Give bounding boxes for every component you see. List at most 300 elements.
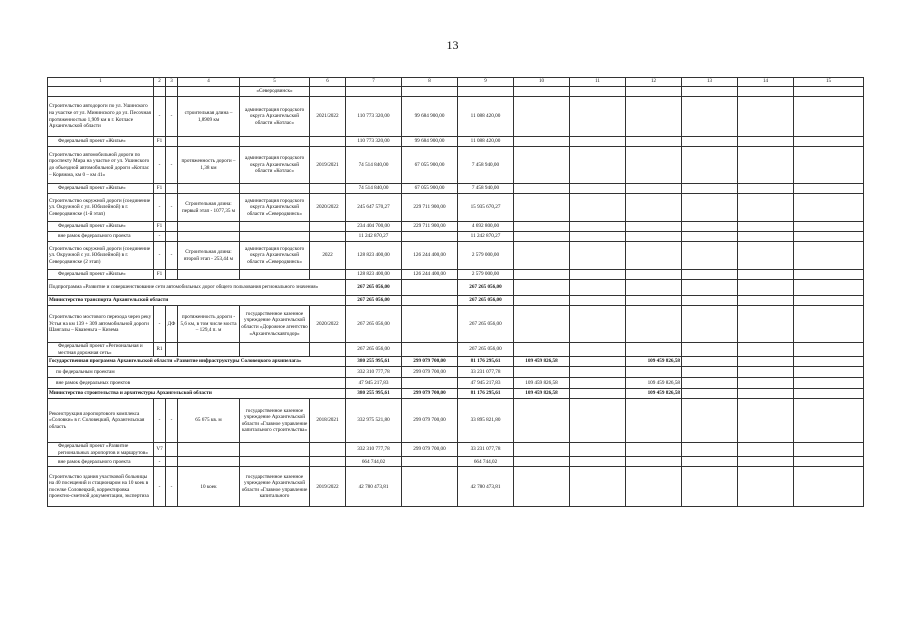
empty-cell <box>794 443 864 457</box>
cell-c8: 229 711 900,00 <box>402 194 458 222</box>
project-label: вне рамок федерального проекта <box>48 232 154 242</box>
cell-c7: 74 514 840,00 <box>346 184 402 194</box>
empty-cell <box>794 232 864 242</box>
cell-c8 <box>402 296 458 306</box>
empty-cell <box>682 280 738 296</box>
empty-cell <box>166 137 178 147</box>
empty-cell <box>794 467 864 507</box>
cell-c10: 109 459 826,58 <box>514 357 570 367</box>
cell-c10 <box>514 280 570 296</box>
cell-c2: - <box>154 399 166 443</box>
cell-c8: 126 244 400,00 <box>402 242 458 270</box>
cell-c11 <box>570 280 626 296</box>
row-heading: по федеральным проектам <box>48 367 346 378</box>
cell-c6: 2020/2022 <box>310 194 346 222</box>
empty-cell <box>794 222 864 232</box>
cell-c3: ДФ <box>166 306 178 343</box>
empty-cell <box>738 184 794 194</box>
cell-c8 <box>402 457 458 467</box>
empty-cell <box>682 147 738 184</box>
empty-cell <box>682 367 738 378</box>
cell-c9: 2 579 000,00 <box>458 242 514 270</box>
cell-c9: 267 265 056,00 <box>458 280 514 296</box>
cell-c12 <box>626 194 682 222</box>
table-row <box>48 343 864 357</box>
empty-cell <box>626 443 682 457</box>
cell-c7: 11 242 870,27 <box>346 232 402 242</box>
cell-c12: 109 459 826,58 <box>626 378 682 389</box>
empty-cell <box>794 378 864 389</box>
empty-cell <box>794 399 864 443</box>
empty-cell <box>570 443 626 457</box>
table-body <box>48 78 864 507</box>
cell-c7: 332 975 521,80 <box>346 399 402 443</box>
cell-c2: - <box>154 467 166 507</box>
empty-cell <box>738 457 794 467</box>
empty-cell <box>310 443 346 457</box>
cell-c6: 2021/2022 <box>310 97 346 137</box>
cell-c9: 33 231 077,78 <box>458 367 514 378</box>
object-name: Строительство окружной дороги (соединение ул. Окружной с ул. Юбилейной) в г. Северодвинске (2 этап) <box>48 242 154 270</box>
empty-cell <box>738 357 794 367</box>
empty-cell <box>682 137 738 147</box>
row-heading: Министерство строительства и архитектуры Архангельской области <box>48 389 346 399</box>
empty-cell <box>240 270 310 280</box>
cell-c2: F1 <box>154 137 166 147</box>
cell-c7: 380 255 995,61 <box>346 389 402 399</box>
cell-c4: 65 675 кв. м <box>178 399 240 443</box>
table-row <box>48 97 864 137</box>
cell-c2: R1 <box>154 343 166 357</box>
empty-cell <box>794 367 864 378</box>
cell-c3 <box>166 87 178 97</box>
table-row <box>48 399 864 443</box>
cell-c6: 2018/2021 <box>310 399 346 443</box>
empty-cell <box>738 306 794 343</box>
empty-cell <box>738 296 794 306</box>
empty-cell <box>682 306 738 343</box>
object-name: Строительство окружной дороги (соединение ул. Окружной с ул. Юбилейной) в г. Северодвинске (1-й этап) <box>48 194 154 222</box>
column-number: 12 <box>626 78 682 87</box>
column-number: 11 <box>570 78 626 87</box>
cell-c8 <box>402 378 458 389</box>
cell-c12 <box>626 242 682 270</box>
cell-c2: - <box>154 147 166 184</box>
empty-cell <box>682 184 738 194</box>
cell-c12 <box>626 296 682 306</box>
empty-cell <box>178 222 240 232</box>
cell-c8 <box>402 467 458 507</box>
project-label: вне рамок федерального проекта <box>48 457 154 467</box>
empty-cell <box>738 389 794 399</box>
cell-c3: - <box>166 147 178 184</box>
empty-cell <box>240 443 310 457</box>
empty-cell <box>240 232 310 242</box>
empty-cell <box>626 137 682 147</box>
cell-c9: 33 231 077,78 <box>458 443 514 457</box>
cell-c11 <box>570 399 626 443</box>
cell-c5: государственное казенное учреждение Архангельской области «Главное управление капитального <box>240 467 310 507</box>
empty-cell <box>570 184 626 194</box>
cell-c11 <box>570 389 626 399</box>
cell-c4: протяженность дороги - 5,6 км, в том числе моста – 129,4 п. м <box>178 306 240 343</box>
empty-cell <box>682 296 738 306</box>
row-heading: Государственная программа Архангельской области «Развитие инфраструктуры Соловецкого архипелага» <box>48 357 346 367</box>
cell-c5: государственное казенное учреждение Архангельской области «Дорожное агентство «Архангельскавтодор» <box>240 306 310 343</box>
column-number: 5 <box>240 78 310 87</box>
cell-c11 <box>570 467 626 507</box>
project-label: Федеральный проект «Жилье» <box>48 137 154 147</box>
empty-cell <box>240 343 310 357</box>
column-number: 13 <box>682 78 738 87</box>
project-label: Федеральный проект «Развитие региональных аэропортов и маршрутов» <box>48 443 154 457</box>
empty-cell <box>514 457 570 467</box>
empty-cell <box>794 147 864 184</box>
empty-cell <box>738 343 794 357</box>
cell-c8: 299 079 700,00 <box>402 389 458 399</box>
empty-cell <box>738 467 794 507</box>
empty-cell <box>682 343 738 357</box>
cell-c12 <box>626 367 682 378</box>
table-row <box>48 280 864 296</box>
project-label: Федеральный проект «Жилье» <box>48 184 154 194</box>
table-row <box>48 184 864 194</box>
cell-c12 <box>626 306 682 343</box>
column-number: 6 <box>310 78 346 87</box>
cell-c4 <box>178 87 240 97</box>
cell-c10 <box>514 87 570 97</box>
empty-cell <box>738 367 794 378</box>
empty-cell <box>310 137 346 147</box>
empty-cell <box>738 147 794 184</box>
cell-c7: 234 404 700,00 <box>346 222 402 232</box>
column-number: 14 <box>738 78 794 87</box>
empty-cell <box>166 232 178 242</box>
cell-c9: 267 265 056,00 <box>458 296 514 306</box>
cell-c12 <box>626 87 682 97</box>
table-row <box>48 147 864 184</box>
cell-c11 <box>570 194 626 222</box>
empty-cell <box>178 343 240 357</box>
empty-cell <box>178 443 240 457</box>
cell-c10 <box>514 296 570 306</box>
table-row <box>48 222 864 232</box>
cell-c10: 109 459 826,58 <box>514 389 570 399</box>
cell-c2: - <box>154 232 166 242</box>
empty-cell <box>682 222 738 232</box>
cell-c7 <box>346 87 402 97</box>
empty-cell <box>682 232 738 242</box>
cell-c8: 126 244 400,00 <box>402 270 458 280</box>
cell-c8 <box>402 232 458 242</box>
empty-cell <box>682 194 738 222</box>
cell-c2 <box>154 87 166 97</box>
cell-c7: 267 265 056,00 <box>346 306 402 343</box>
cell-c3: - <box>166 399 178 443</box>
cell-c7: 267 265 056,00 <box>346 343 402 357</box>
cell-c8 <box>402 87 458 97</box>
cell-c8: 299 079 700,00 <box>402 367 458 378</box>
empty-cell <box>626 232 682 242</box>
column-number: 2 <box>154 78 166 87</box>
cell-c12 <box>626 147 682 184</box>
empty-cell <box>738 87 794 97</box>
cell-c10: 109 459 826,58 <box>514 378 570 389</box>
empty-cell <box>794 97 864 137</box>
column-number-row <box>48 78 864 87</box>
cell-c4: протяженность дороги – 1,38 км <box>178 147 240 184</box>
empty-cell <box>166 443 178 457</box>
cell-c11 <box>570 357 626 367</box>
table-row <box>48 467 864 507</box>
empty-cell <box>240 457 310 467</box>
object-name: Строительство автодороги по ул. Ушинского на участке от ул. Мининского до ул. Песочная протяженностью 1,909 км в г. Котласе Архангельской области <box>48 97 154 137</box>
empty-cell <box>794 270 864 280</box>
empty-cell <box>682 389 738 399</box>
cell-c7: 47 945 217,83 <box>346 378 402 389</box>
empty-cell <box>240 184 310 194</box>
empty-cell <box>682 87 738 97</box>
cell-c6: 2019/2022 <box>310 467 346 507</box>
cell-c7: 128 823 400,00 <box>346 242 402 270</box>
cell-c6: 2019/2021 <box>310 147 346 184</box>
table-row <box>48 367 864 378</box>
cell-c8: 67 055 900,00 <box>402 147 458 184</box>
empty-cell <box>682 467 738 507</box>
empty-cell <box>166 270 178 280</box>
empty-cell <box>682 97 738 137</box>
empty-cell <box>570 222 626 232</box>
empty-cell <box>626 270 682 280</box>
table-row <box>48 137 864 147</box>
empty-cell <box>794 457 864 467</box>
empty-cell <box>738 137 794 147</box>
empty-cell <box>178 270 240 280</box>
empty-cell <box>738 242 794 270</box>
empty-cell <box>570 270 626 280</box>
cell-c9: 81 176 295,61 <box>458 389 514 399</box>
empty-cell <box>794 87 864 97</box>
cell-c12 <box>626 467 682 507</box>
cell-c9: 11 242 870,27 <box>458 232 514 242</box>
cell-c4: 10 коек <box>178 467 240 507</box>
cell-c2: F1 <box>154 222 166 232</box>
empty-cell <box>240 137 310 147</box>
table-row <box>48 378 864 389</box>
cell-c5: администрация городского округа Архангельской области «Котлас» <box>240 97 310 137</box>
cell-c9: 11 088 420,00 <box>458 137 514 147</box>
empty-cell <box>514 137 570 147</box>
cell-c12 <box>626 280 682 296</box>
column-number: 4 <box>178 78 240 87</box>
row-heading: Подпрограмма «Развитие и совершенствование сети автомобильных дорог общего пользования регионального значения» <box>48 280 346 296</box>
cell-c2: F1 <box>154 184 166 194</box>
empty-cell <box>310 343 346 357</box>
empty-cell <box>794 242 864 270</box>
empty-cell <box>166 184 178 194</box>
cell-c10 <box>514 306 570 343</box>
cell-c12 <box>626 97 682 137</box>
empty-cell <box>514 343 570 357</box>
investment-table <box>47 77 864 507</box>
empty-cell <box>166 343 178 357</box>
empty-cell <box>178 137 240 147</box>
cell-c9: 81 176 295,61 <box>458 357 514 367</box>
empty-cell <box>738 280 794 296</box>
column-number: 10 <box>514 78 570 87</box>
empty-cell <box>178 457 240 467</box>
column-number: 9 <box>458 78 514 87</box>
cell-c9: 664 744,02 <box>458 457 514 467</box>
table-row <box>48 389 864 399</box>
empty-cell <box>570 457 626 467</box>
empty-cell <box>738 443 794 457</box>
cell-c2: V7 <box>154 443 166 457</box>
column-number: 15 <box>794 78 864 87</box>
cell-c3: - <box>166 467 178 507</box>
table-row <box>48 232 864 242</box>
object-name: Строительство мостового перехода через реку Устья на км 139 + 309 автомобильной дороги Шангалы – Квазеньга – Кизема <box>48 306 154 343</box>
empty-cell <box>178 232 240 242</box>
empty-cell <box>738 232 794 242</box>
table-row <box>48 270 864 280</box>
cell-c5: администрация городского округа Архангельской области «Северодвинск» <box>240 194 310 222</box>
empty-cell <box>626 184 682 194</box>
empty-cell <box>794 137 864 147</box>
cell-c5: государственное казенное учреждение Архангельской области «Главное управление капитального строительства» <box>240 399 310 443</box>
cell-c10 <box>514 194 570 222</box>
cell-c5: «Северодвинск» <box>240 87 310 97</box>
cell-c7: 267 265 056,00 <box>346 296 402 306</box>
empty-cell <box>682 399 738 443</box>
table-row <box>48 194 864 222</box>
cell-c7: 332 310 777,78 <box>346 443 402 457</box>
cell-c9: 7 458 940,00 <box>458 147 514 184</box>
empty-cell <box>178 184 240 194</box>
cell-c7: 332 310 777,78 <box>346 367 402 378</box>
cell-c7: 380 255 995,61 <box>346 357 402 367</box>
empty-cell <box>240 222 310 232</box>
cell-c8: 99 684 900,00 <box>402 137 458 147</box>
empty-cell <box>682 443 738 457</box>
cell-c7: 245 647 570,27 <box>346 194 402 222</box>
empty-cell <box>794 357 864 367</box>
cell-c12: 109 459 826,58 <box>626 357 682 367</box>
cell-c4: Строительная длина: первый этап - 1077,35 м <box>178 194 240 222</box>
project-label: Федеральный проект «Жилье» <box>48 270 154 280</box>
empty-cell <box>682 357 738 367</box>
empty-cell <box>570 137 626 147</box>
cell-c9: 11 088 420,00 <box>458 97 514 137</box>
project-label: Федеральный проект «Жилье» <box>48 222 154 232</box>
cell-c9: 7 458 940,00 <box>458 184 514 194</box>
cell-c10 <box>514 97 570 137</box>
cell-c6 <box>310 87 346 97</box>
table-row <box>48 457 864 467</box>
empty-cell <box>514 184 570 194</box>
cell-c7: 128 823 400,00 <box>346 270 402 280</box>
cell-c7: 664 744,02 <box>346 457 402 467</box>
cell-c9 <box>458 87 514 97</box>
column-number: 3 <box>166 78 178 87</box>
column-number: 1 <box>48 78 154 87</box>
cell-c6: 2022 <box>310 242 346 270</box>
empty-cell <box>166 457 178 467</box>
cell-c9: 4 692 800,00 <box>458 222 514 232</box>
column-number: 8 <box>402 78 458 87</box>
cell-c11 <box>570 147 626 184</box>
cell-c8: 299 079 700,00 <box>402 443 458 457</box>
object-name: Строительство автомобильной дороги по проспекту Мира на участке от ул. Ушинского до объездной автомобильной дороги «Котлас – Коряжма, км 0 – км 41» <box>48 147 154 184</box>
empty-cell <box>310 270 346 280</box>
empty-cell <box>794 389 864 399</box>
cell-c9: 33 895 821,80 <box>458 399 514 443</box>
cell-c11 <box>570 87 626 97</box>
cell-c10 <box>514 399 570 443</box>
project-label: Федеральный проект «Региональная и местная дорожная сеть» <box>48 343 154 357</box>
row-heading: вне рамок федеральных проектов <box>48 378 346 389</box>
empty-cell <box>682 378 738 389</box>
cell-c8: 99 684 900,00 <box>402 97 458 137</box>
cell-c3: - <box>166 194 178 222</box>
cell-c3: - <box>166 97 178 137</box>
cell-c10 <box>514 467 570 507</box>
cell-c10 <box>514 242 570 270</box>
cell-c11 <box>570 296 626 306</box>
empty-cell <box>794 280 864 296</box>
cell-c12: 109 459 826,58 <box>626 389 682 399</box>
cell-c7: 110 773 320,00 <box>346 97 402 137</box>
empty-cell <box>626 222 682 232</box>
table-row <box>48 87 864 97</box>
object-name <box>48 87 154 97</box>
empty-cell <box>310 222 346 232</box>
cell-c8 <box>402 280 458 296</box>
empty-cell <box>738 222 794 232</box>
empty-cell <box>166 222 178 232</box>
object-name: Реконструкция аэропортового комплекса «Соловки» в г. Соловецкий, Архангельская область <box>48 399 154 443</box>
cell-c10 <box>514 147 570 184</box>
cell-c11 <box>570 97 626 137</box>
empty-cell <box>570 343 626 357</box>
object-name: Строительство здания участковой больницы на 40 посещений и стационаром на 10 коек в поселке Соловецкий, корректировка проектно-сметной документации, экспертиза <box>48 467 154 507</box>
empty-cell <box>794 194 864 222</box>
table-row <box>48 357 864 367</box>
empty-cell <box>738 378 794 389</box>
cell-c7: 267 265 056,00 <box>346 280 402 296</box>
cell-c11 <box>570 367 626 378</box>
cell-c11 <box>570 306 626 343</box>
page-number: 13 <box>446 38 459 52</box>
empty-cell <box>514 232 570 242</box>
empty-cell <box>738 399 794 443</box>
cell-c8: 229 711 900,00 <box>402 222 458 232</box>
empty-cell <box>738 270 794 280</box>
empty-cell <box>794 306 864 343</box>
cell-c8: 299 079 700,00 <box>402 399 458 443</box>
empty-cell <box>310 457 346 467</box>
empty-cell <box>794 343 864 357</box>
cell-c8: 299 079 700,00 <box>402 357 458 367</box>
cell-c7: 110 773 320,00 <box>346 137 402 147</box>
empty-cell <box>514 222 570 232</box>
cell-c10 <box>514 367 570 378</box>
cell-c2: F1 <box>154 270 166 280</box>
cell-c8: 67 055 900,00 <box>402 184 458 194</box>
column-number: 7 <box>346 78 402 87</box>
cell-c3: - <box>166 242 178 270</box>
cell-c5: администрация городского округа Архангельской области «Северодвинск» <box>240 242 310 270</box>
